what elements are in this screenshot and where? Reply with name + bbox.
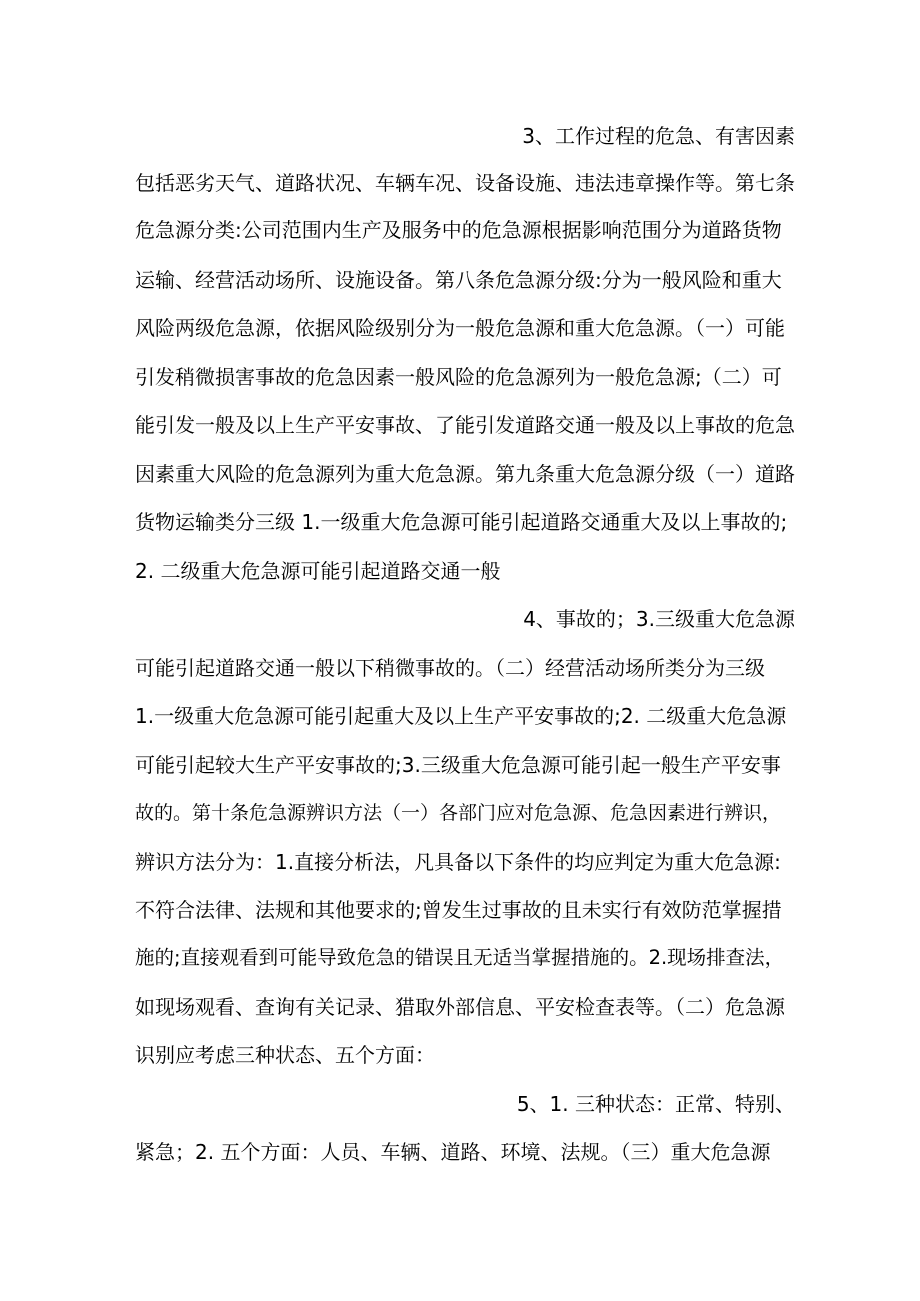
text-line: 引发稍微损害事故的危急因素一般风险的危急源列为一般危急源;（二）可 xyxy=(135,365,782,389)
text-line: 紧急；2. 五个方面：人员、车辆、道路、环境、法规。（三）重大危急源 xyxy=(135,1140,771,1164)
text-line: 货物运输类分三级 1.一级重大危急源可能引起道路交通重大及以上事故的; xyxy=(135,510,788,534)
text-line: 5、1. 三种状态：正常、特别、 xyxy=(516,1092,795,1116)
text-line: 施的;直接观看到可能导致危急的错误且无适当掌握措施的。2.现场排查法， xyxy=(135,946,785,969)
text-line: 3、工作过程的危急、有害因素 xyxy=(522,124,795,148)
text-line: 1.一级重大危急源可能引起重大及以上生产平安事故的;2. 二级重大危急源 xyxy=(135,704,787,728)
text-line: 危急源分类:公司范围内生产及服务中的危急源根据影响范围分为道路货物 xyxy=(135,218,782,242)
text-line: 可能引起较大生产平安事故的;3.三级重大危急源可能引起一般生产平安事 xyxy=(135,753,781,777)
text-line: 可能引起道路交通一般以下稍微事故的。（二）经营活动场所类分为三级 xyxy=(135,656,765,680)
text-line: 风险两级危急源，依据风险级别分为一般危急源和重大危急源。（一）可能 xyxy=(135,316,785,340)
text-line: 4、事故的；3.三级重大危急源 xyxy=(523,607,795,631)
text-line: 因素重大风险的危急源列为重大危急源。第九条重大危急源分级（一）道路 xyxy=(135,462,795,486)
text-line: 能引发一般及以上生产平安事故、了能引发道路交通一般及以上事故的危急 xyxy=(135,413,795,437)
text-line: 运输、经营活动场所、设施设备。第八条危急源分级:分为一般风险和重大 xyxy=(135,268,782,292)
text-line: 如现场观看、查询有关记录、猎取外部信息、平安检查表等。（二）危急源 xyxy=(135,995,785,1019)
text-line: 故的。第十条危急源辨识方法（一）各部门应对危急源、危急因素进行辨识， xyxy=(135,802,782,824)
text-line: 2. 二级重大危急源可能引起道路交通一般 xyxy=(135,559,501,583)
text-line: 包括恶劣天气、道路状况、车辆车况、设备设施、违法违章操作等。第七条 xyxy=(135,171,795,195)
text-line: 识别应考虑三种状态、五个方面： xyxy=(135,1043,435,1067)
text-line: 不符合法律、法规和其他要求的;曾发生过事故的且未实行有效防范掌握措 xyxy=(135,898,782,922)
text-line: 辨识方法分为：1.直接分析法，凡具备以下条件的均应判定为重大危急源: xyxy=(135,850,781,874)
